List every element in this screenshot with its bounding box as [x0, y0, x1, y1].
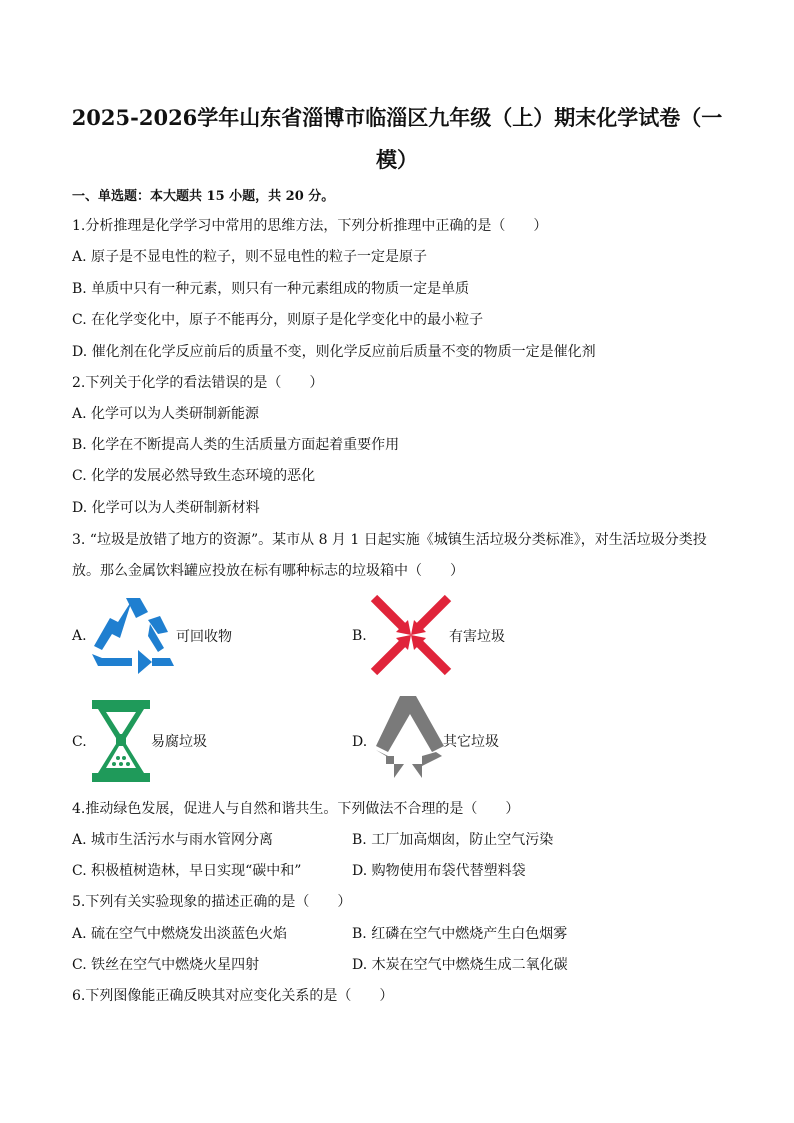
- question-5-option-a: A. 硫在空气中燃烧发出淡蓝色火焰: [72, 926, 288, 942]
- question-2-option-b: B. 化学在不断提高人类的生活质量方面起着重要作用: [72, 437, 400, 453]
- question-3-option-a-letter: A.: [72, 628, 87, 644]
- question-2-option-c: C. 化学的发展必然导致生态环境的恶化: [72, 468, 316, 484]
- question-5-option-d: D. 木炭在空气中燃烧生成二氧化碳: [352, 957, 568, 973]
- question-5-option-c: C. 铁丝在空气中燃烧火星四射: [72, 957, 260, 973]
- question-3-option-b-label: 有害垃圾: [449, 629, 505, 645]
- question-3-option-b-letter: B.: [352, 628, 367, 644]
- question-1-option-d: D. 催化剂在化学反应前后的质量不变，则化学反应前后质量不变的物质一定是催化剂: [72, 344, 596, 360]
- exam-title-line2: 模）: [376, 147, 418, 172]
- question-3-option-c-letter: C.: [72, 734, 87, 750]
- question-2-stem: 2.下列关于化学的看法错误的是（ ）: [72, 375, 324, 391]
- compost-hourglass-icon: [90, 698, 152, 784]
- question-3-stem-line1: 3. “垃圾是放错了地方的资源”。某市从 8 月 1 日起实施《城镇生活垃圾分类标准》，对生活垃圾分类投: [72, 532, 707, 548]
- question-2-option-a: A. 化学可以为人类研制新能源: [72, 406, 260, 422]
- question-4-stem: 4.推动绿色发展，促进人与自然和谐共生。下列做法不合理的是（ ）: [72, 801, 520, 817]
- question-5-stem: 5.下列有关实验现象的描述正确的是（ ）: [72, 894, 352, 910]
- question-4-option-c: C. 积极植树造林，早日实现“碳中和”: [72, 863, 302, 879]
- hazard-arrows-icon: [370, 594, 452, 676]
- question-1-option-c: C. 在化学变化中，原子不能再分，则原子是化学变化中的最小粒子: [72, 312, 484, 328]
- recycle-icon: [88, 594, 176, 676]
- question-4-option-b: B. 工厂加高烟囱，防止空气污染: [352, 832, 554, 848]
- section-heading: 一、单选题：本大题共 15 小题，共 20 分。: [72, 189, 335, 204]
- question-4-option-d: D. 购物使用布袋代替塑料袋: [352, 863, 526, 879]
- exam-title-line1: 2025-2026学年山东省淄博市临淄区九年级（上）期末化学试卷（一: [71, 105, 723, 130]
- question-3-option-d-label: 其它垃圾: [443, 734, 499, 750]
- question-6-stem: 6.下列图像能正确反映其对应变化关系的是（ ）: [72, 988, 394, 1004]
- question-3-option-d-letter: D.: [352, 734, 368, 750]
- question-2-option-d: D. 化学可以为人类研制新材料: [72, 500, 260, 516]
- question-1-option-a: A. 原子是不显电性的粒子，则不显电性的粒子一定是原子: [72, 249, 428, 265]
- question-3-option-c-label: 易腐垃圾: [151, 734, 207, 750]
- question-3-option-a-label: 可回收物: [176, 629, 232, 645]
- question-3-stem-line2: 放。那么金属饮料罐应投放在标有哪种标志的垃圾箱中（ ）: [72, 563, 464, 579]
- question-1-stem: 1.分析推理是化学学习中常用的思维方法，下列分析推理中正确的是（ ）: [72, 218, 548, 234]
- question-1-option-b: B. 单质中只有一种元素，则只有一种元素组成的物质一定是单质: [72, 281, 470, 297]
- question-5-option-b: B. 红磷在空气中燃烧产生白色烟雾: [352, 926, 568, 942]
- question-4-option-a: A. 城市生活污水与雨水管网分离: [72, 832, 274, 848]
- other-waste-arrow-icon: [370, 694, 446, 786]
